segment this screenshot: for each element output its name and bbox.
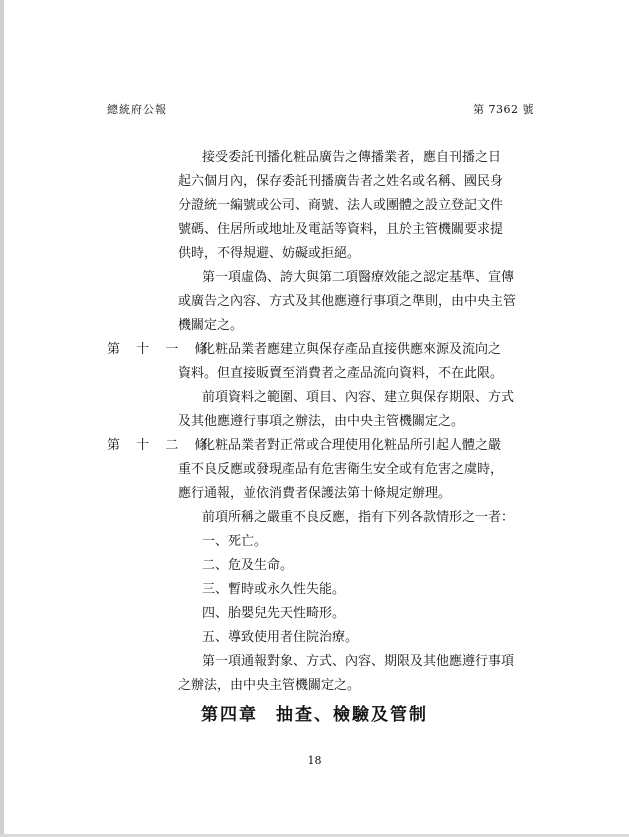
chapter-number: 第四章 — [201, 705, 258, 725]
gazette-title: 總統府公報 — [107, 103, 167, 116]
text-line: 化粧品業者對正常或合理使用化粧品所引起人體之嚴 — [202, 438, 502, 453]
text-line: 及其他應遵行事項之辦法，由中央主管機關定之。 — [178, 414, 465, 429]
text-line: 或廣告之內容、方式及其他應遵行事項之準則，由中央主管 — [178, 294, 517, 309]
text-line: 化粧品業者應建立與保存產品直接供應來源及流向之 — [202, 342, 502, 357]
text-line: 重不良反應或發現產品有危害衛生安全或有危害之虞時， — [178, 462, 504, 477]
text-line: 應行通報，並依消費者保護法第十條規定辦理。 — [178, 486, 452, 501]
chapter-heading — [0, 700, 629, 725]
text-line: 接受委託刊播化粧品廣告之傳播業者，應自刊播之日 — [202, 150, 502, 165]
list-item: 一、死亡。 — [202, 534, 268, 549]
issue-number: 第 7362 號 — [473, 103, 534, 116]
chapter-title: 抽查、檢驗及管制 — [276, 705, 428, 725]
text-line: 起六個月內，保存委託刊播廣告者之姓名或名稱、國民身 — [178, 174, 504, 189]
text-line: 之辦法，由中央主管機關定之。 — [178, 678, 361, 693]
text-line: 第一項通報對象、方式、內容、期限及其他應遵行事項 — [202, 654, 515, 669]
article-12-label: 第 十 二 條 — [107, 438, 214, 453]
list-item: 五、導致使用者住院治療。 — [202, 630, 359, 645]
list-item: 二、危及生命。 — [202, 558, 294, 573]
page-number: 18 — [307, 754, 322, 767]
text-line: 機關定之。 — [178, 318, 244, 333]
list-item: 三、暫時或永久性失能。 — [202, 582, 346, 597]
text-line: 前項資料之範圍、項目、內容、建立與保存期限、方式 — [202, 390, 515, 405]
article-11-label: 第 十 一 條 — [107, 342, 214, 357]
text-line: 資料。但直接販賣至消費者之產品流向資料，不在此限。 — [178, 366, 504, 381]
text-line: 號碼、住居所或地址及電話等資料，且於主管機關要求提 — [178, 222, 504, 237]
text-line: 第一項虛偽、誇大與第二項醫療效能之認定基準、宣傳 — [202, 270, 515, 285]
text-line: 供時，不得規避、妨礙或拒絕。 — [178, 246, 361, 261]
text-line: 前項所稱之嚴重不良反應，指有下列各款情形之一者： — [202, 510, 515, 525]
list-item: 四、胎嬰兒先天性畸形。 — [202, 606, 346, 621]
text-line: 分證統一編號或公司、商號、法人或團體之設立登記文件 — [178, 198, 504, 213]
